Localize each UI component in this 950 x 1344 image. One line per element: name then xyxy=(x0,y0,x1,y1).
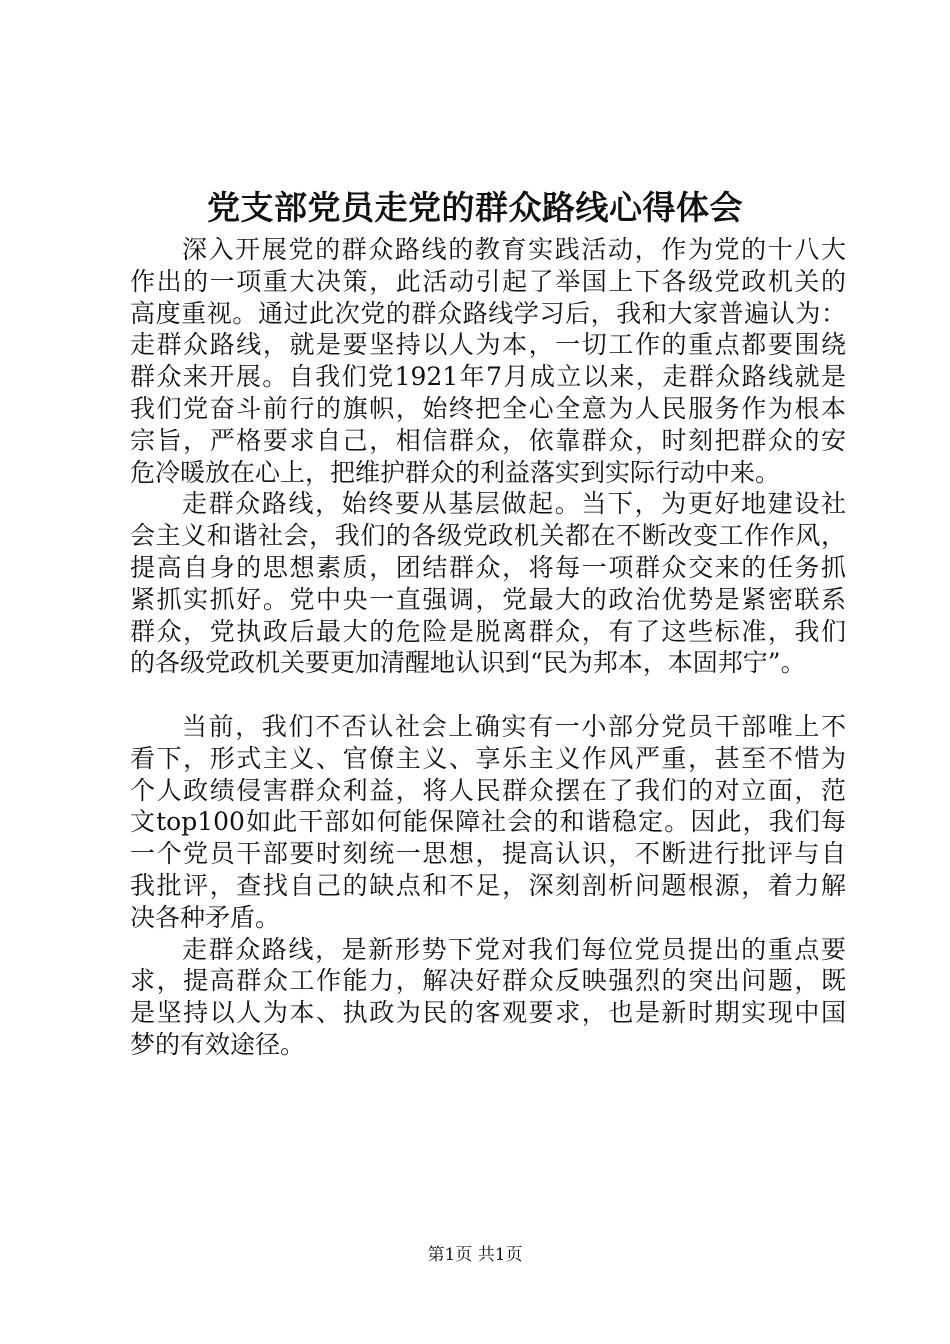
paragraph-line: 我批评，查找自己的缺点和不足，深刻剖析问题根源，着力解 xyxy=(130,870,846,900)
paragraph-line: 求，提高群众工作能力，解决好群众反映强烈的突出问题，既 xyxy=(130,966,846,996)
document-body xyxy=(130,234,846,1061)
paragraph-line: 提高自身的思想素质，团结群众，将每一项群众交来的任务抓 xyxy=(130,552,846,582)
paragraph-line: 宗旨，严格要求自己，相信群众，依靠群众，时刻把群众的安 xyxy=(130,425,846,455)
paragraph-line: 群众来开展。自我们党1921年7月成立以来，走群众路线就是 xyxy=(130,362,846,392)
paragraph-line: 走群众路线，就是要坚持以人为本，一切工作的重点都要围绕 xyxy=(130,330,846,360)
page-number-footer: 第1页 共1页 xyxy=(427,1245,523,1265)
paragraph-line: 我们党奋斗前行的旗帜，始终把全心全意为人民服务作为根本 xyxy=(130,393,846,423)
paragraph-2 xyxy=(130,488,846,679)
blank-line xyxy=(130,679,846,711)
paragraph-3 xyxy=(130,711,846,934)
paragraph-line: 走群众路线，始终要从基层做起。当下，为更好地建设社 xyxy=(182,489,846,519)
paragraph-line: 一个党员干部要时刻统一思想，提高认识，不断进行批评与自 xyxy=(130,839,846,869)
paragraph-1 xyxy=(130,234,846,488)
paragraph-line: 作出的一项重大决策，此活动引起了举国上下各级党政机关的 xyxy=(130,266,846,296)
paragraph-line: 梦的有效途径。 xyxy=(130,1029,306,1059)
paragraph-line: 紧抓实抓好。党中央一直强调，党最大的政治优势是紧密联系 xyxy=(130,584,846,614)
document-title: 党支部党员走党的群众路线心得体会 xyxy=(207,188,743,227)
paragraph-4 xyxy=(130,934,846,1061)
paragraph-line: 群众，党执政后最大的危险是脱离群众，有了这些标准，我们 xyxy=(130,616,846,646)
paragraph-line: 当前，我们不否认社会上确实有一小部分党员干部唯上不 xyxy=(182,711,846,741)
paragraph-line: 会主义和谐社会，我们的各级党政机关都在不断改变工作作风， xyxy=(130,521,846,551)
paragraph-line: 个人政绩侵害群众利益，将人民群众摆在了我们的对立面，范 xyxy=(130,775,846,805)
paragraph-line: 高度重视。通过此次党的群众路线学习后，我和大家普遍认为： xyxy=(130,298,846,328)
paragraph-line: 是坚持以人为本、执政为民的客观要求，也是新时期实现中国 xyxy=(130,998,846,1028)
paragraph-line: 决各种矛盾。 xyxy=(130,902,281,932)
paragraph-line: 看下，形式主义、官僚主义、享乐主义作风严重，甚至不惜为 xyxy=(130,743,846,773)
paragraph-line: 的各级党政机关要更加清醒地认识到“民为邦本，本固邦宁”。 xyxy=(130,648,806,678)
paragraph-line: 走群众路线，是新形势下党对我们每位党员提出的重点要 xyxy=(182,934,846,964)
paragraph-line: 危冷暖放在心上，把维护群众的利益落实到实际行动中来。 xyxy=(130,457,781,487)
paragraph-line: 深入开展党的群众路线的教育实践活动，作为党的十八大 xyxy=(182,235,846,264)
paragraph-line: 文top100如此干部如何能保障社会的和谐稳定。因此，我们每 xyxy=(130,807,846,837)
